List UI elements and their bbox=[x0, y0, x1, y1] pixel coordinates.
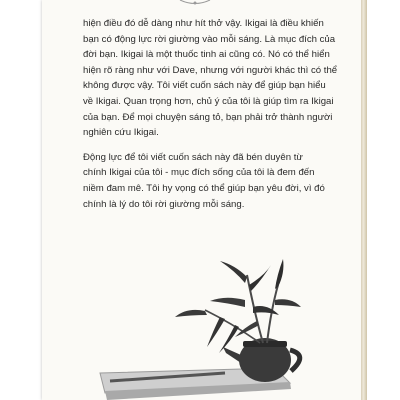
top-ornament bbox=[160, 0, 230, 6]
bamboo-in-teapot-photo bbox=[95, 255, 325, 400]
text-line: nghiên cứu Ikigai. bbox=[83, 127, 159, 139]
text-line: Động lực để tôi viết cuốn sách này đã bén duyên từ bbox=[83, 151, 303, 163]
text-line: của bạn. Để mọi chuyện sáng tỏ, bạn phải trở thành người bbox=[83, 111, 333, 123]
text-line: bạn có động lực rời giường vào mỗi sáng. Là mục đích của bbox=[83, 33, 336, 45]
paragraph-1 bbox=[83, 16, 338, 141]
page-text bbox=[83, 16, 338, 212]
text-line: chính Ikigai của tôi - mục đích sống của tôi là đem đến bbox=[83, 167, 315, 179]
text-line: chính là lý do tôi rời giường mỗi sáng. bbox=[83, 198, 245, 210]
paragraph-2 bbox=[83, 150, 325, 212]
text-line: không được vậy. Tôi viết cuốn sách này để giúp bạn hiểu bbox=[83, 80, 326, 92]
text-line: hiện điều đó dễ dàng như hít thở vậy. Ikigai là điều khiến bbox=[83, 18, 324, 29]
page-edge bbox=[361, 0, 367, 400]
text-line: đời bạn. Ikigai là một thuốc tinh ai cũng có. Nó có thể hiển bbox=[83, 49, 330, 61]
text-line: niềm đam mê. Tôi hy vọng có thể giúp bạn yêu đời, vì đó bbox=[83, 182, 325, 194]
text-line: về Ikigai. Quan trọng hơn, chủ ý của tôi là giúp tìm ra Ikigai bbox=[83, 95, 334, 107]
text-line: hiện rõ ràng như với Dave, nhưng với người khác thì có thể bbox=[83, 64, 338, 76]
